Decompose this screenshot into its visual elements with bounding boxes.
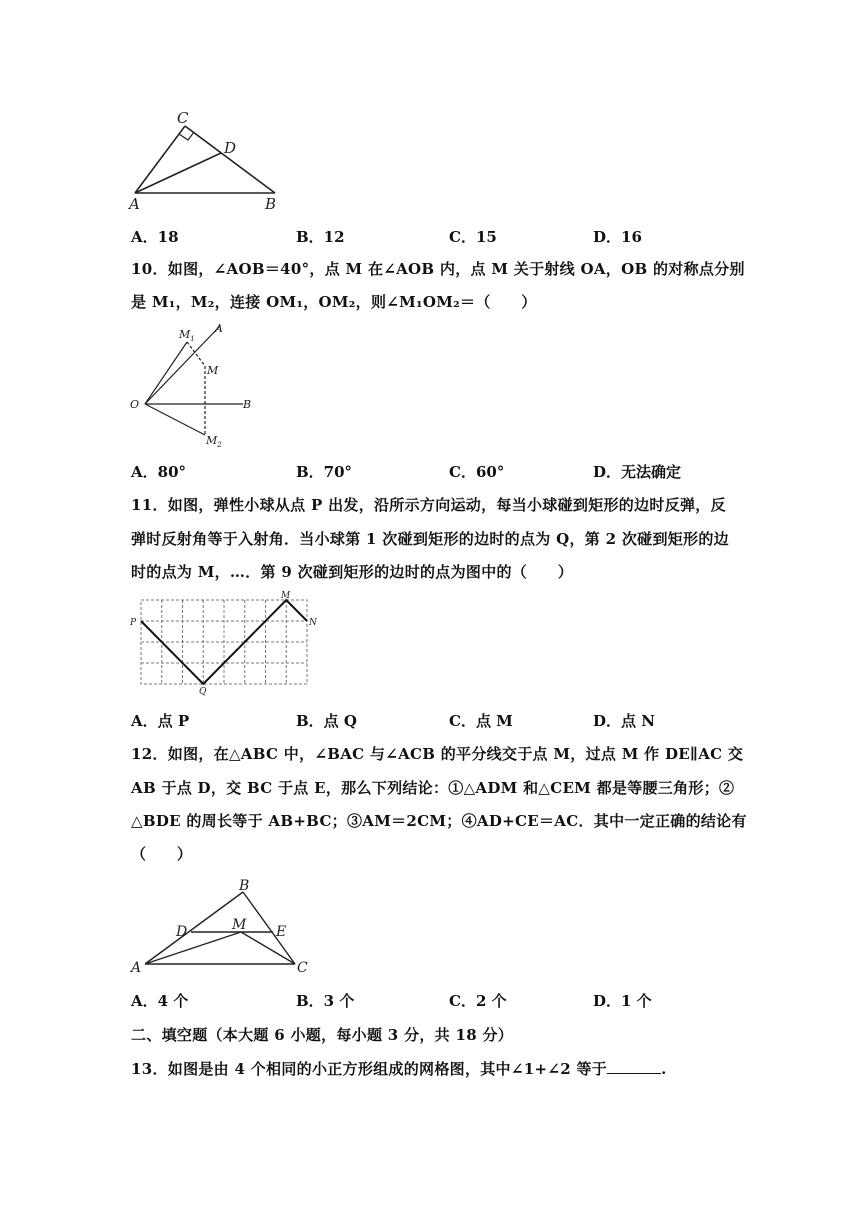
q12-option-b[interactable]: B．3 个 [296,992,355,1010]
q11-label-N: N [309,618,317,628]
q9-label-C: C [177,109,189,127]
q9-label-A: A [129,195,140,213]
q12-stem-line2: AB 于点 D，交 BC 于点 E，那么下列结论：①△ADM 和△CEM 都是等腰三角形；② [131,779,735,797]
q10-figure [125,318,265,450]
q12-stem-line1: 12．如图，在△ABC 中，∠BAC 与∠ACB 的平分线交于点 M，过点 M 作 DE∥AC 交 [131,745,744,763]
q12-label-E: E [276,924,287,940]
q9-label-B: B [265,195,277,213]
q13-stem-text: 13．如图是由 4 个相同的小正方形组成的网格图，其中∠1+∠2 等于 [131,1060,608,1078]
q12-label-B: B [239,878,250,894]
q12-option-d[interactable]: D．1 个 [593,992,652,1010]
q11-label-Q: Q [199,687,207,697]
q12-label-M: M [232,917,247,933]
q10-label-M2: $M_2$ [206,434,222,449]
q12-option-a[interactable]: A．4 个 [131,992,189,1010]
q12-stem-line3: △BDE 的周长等于 AB+BC；③AM＝2CM；④AD+CE＝AC．其中一定正确的结论有 [131,812,747,830]
q10-stem-line1: 10．如图，∠AOB＝40°，点 M 在∠AOB 内，点 M 关于射线 OA，OB 的对称点分别 [131,260,745,278]
q13-stem-end: . [661,1060,667,1078]
q12-label-C: C [297,960,308,976]
q10-label-O: O [130,398,140,411]
q10-option-d[interactable]: D．无法确定 [593,463,682,481]
q9-option-c[interactable]: C．15 [449,228,497,246]
q11-option-d[interactable]: D．点 N [593,712,655,730]
q12-stem-line4: （ ） [131,845,193,863]
q11-label-M: M [281,591,291,601]
q10-label-A: A [215,322,223,335]
q11-label-P: P [130,618,137,628]
q9-option-d[interactable]: D．16 [593,228,642,246]
q11-figure [125,588,325,700]
q9-label-D: D [224,139,237,157]
q12-figure [125,874,325,976]
q9-option-a[interactable]: A．18 [131,228,179,246]
q11-option-c[interactable]: C．点 M [449,712,513,730]
section-2-heading: 二、填空题（本大题 6 小题，每小题 3 分，共 18 分） [131,1026,514,1044]
q12-option-c[interactable]: C．2 个 [449,992,507,1010]
q10-label-M1: $M_1$ [179,328,195,343]
q10-option-a[interactable]: A．80° [131,463,187,481]
q9-option-b[interactable]: B．12 [296,228,345,246]
q11-stem-line1: 11．如图，弹性小球从点 P 出发，沿所示方向运动，每当小球碰到矩形的边时反弹，反 [131,496,726,514]
q13-answer-blank[interactable] [607,1059,661,1074]
q10-option-b[interactable]: B．70° [296,463,353,481]
q11-stem-line2: 弹时反射角等于入射角．当小球第 1 次碰到矩形的边时的点为 Q，第 2 次碰到矩形的边 [131,530,729,548]
q13-stem [131,1058,667,1079]
q10-label-M: M [207,364,219,377]
q10-stem-line2: 是 M₁，M₂，连接 OM₁，OM₂，则∠M₁OM₂＝（ ） [131,293,537,311]
q11-option-b[interactable]: B．点 Q [296,712,357,730]
q11-stem-line3: 时的点为 M，…．第 9 次碰到矩形的边时的点为图中的（ ） [131,563,574,581]
q10-option-c[interactable]: C．60° [449,463,505,481]
q10-label-B: B [243,398,252,411]
q11-option-a[interactable]: A．点 P [131,712,190,730]
q12-label-A: A [131,960,142,976]
q9-figure [125,108,295,213]
q12-label-D: D [176,924,188,940]
